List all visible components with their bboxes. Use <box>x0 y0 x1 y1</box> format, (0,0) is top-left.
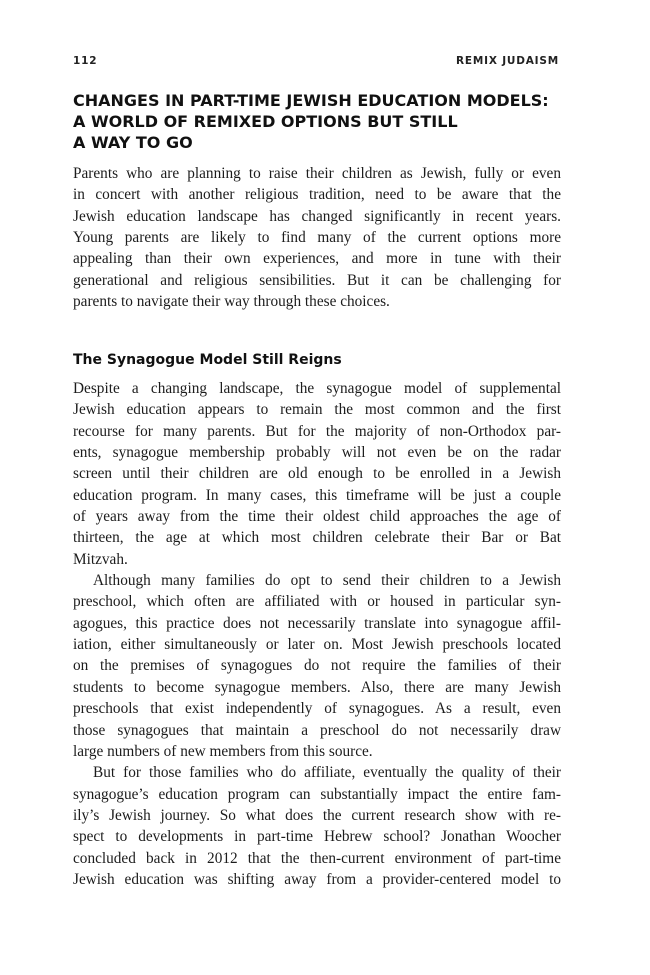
text-line: screen until their children are old enough to be enrolled in a Jewish <box>73 465 561 483</box>
section-heading: The Synagogue Model Still Reigns <box>73 352 342 368</box>
text-line: Young parents are likely to find many of the current options more <box>73 229 561 247</box>
text-line: iation, either simultaneously or later on. Most Jewish preschools located <box>73 636 561 654</box>
text-line: those synagogues that maintain a preschool do not necessarily draw <box>73 721 561 739</box>
chapter-heading-line: A WORLD OF REMIXED OPTIONS BUT STILL <box>73 112 458 131</box>
text-line: spect to developments in part-time Hebrew school? Jonathan Woocher <box>73 828 561 846</box>
text-line: generational and religious sensibilities. But it can be challenging for <box>73 271 561 289</box>
paragraph <box>73 378 561 570</box>
text-line: appealing than their own experiences, and more in tune with their <box>73 250 561 268</box>
text-line: preschool, which often are affiliated with or housed in particular syn- <box>73 593 561 611</box>
text-line: agogues, this practice does not necessarily translate into synagogue affil- <box>73 614 561 632</box>
text-line: Jewish education was shifting away from a provider-centered model to <box>73 870 561 888</box>
text-line: education program. In many cases, this timeframe will be just a couple <box>73 486 561 504</box>
text-line: Although many families do opt to send their children to a Jewish <box>93 572 561 590</box>
text-line: ents, synagogue membership probably will not even be on the radar <box>73 444 561 462</box>
text-line: of years away from the time their oldest child approaches the age of <box>73 508 561 526</box>
text-line: concluded back in 2012 that the then-current environment of part-time <box>73 849 561 867</box>
text-line: in concert with another religious tradition, need to be aware that the <box>73 186 561 204</box>
paragraph <box>73 570 561 762</box>
paragraph <box>73 762 561 890</box>
chapter-heading-line: CHANGES IN PART-TIME JEWISH EDUCATION MODELS: <box>73 91 549 110</box>
page-number: 112 <box>73 55 98 67</box>
running-head <box>73 55 559 69</box>
text-line: on the premises of synagogues do not require the families of their <box>73 657 561 675</box>
intro-paragraph <box>73 163 561 312</box>
text-line: Jewish education appears to remain the most common and the first <box>73 401 561 419</box>
text-line: recourse for many parents. But for the majority of non-Orthodox par- <box>73 422 561 440</box>
text-line: Parents who are planning to raise their children as Jewish, fully or even <box>73 165 561 182</box>
text-line: Mitzvah. <box>73 550 128 568</box>
text-line: Jewish education landscape has changed significantly in recent years. <box>73 207 561 225</box>
text-line: thirteen, the age at which most children celebrate their Bar or Bat <box>73 529 561 547</box>
text-line: ily’s Jewish journey. So what does the current research show with re- <box>73 806 561 824</box>
section-body <box>73 378 561 890</box>
chapter-heading-line: A WAY TO GO <box>73 133 193 152</box>
chapter-heading <box>73 90 573 153</box>
text-line: parents to navigate their way through these choices. <box>73 293 390 311</box>
text-line: large numbers of new members from this source. <box>73 742 373 760</box>
running-head-book-title: REMIX JUDAISM <box>456 55 559 67</box>
text-line: preschools that exist independently of synagogues. As a result, even <box>73 700 561 718</box>
text-line: synagogue’s education program can substantially impact the entire fam- <box>73 785 561 803</box>
text-line: But for those families who do affiliate, eventually the quality of their <box>93 764 561 782</box>
text-line: Despite a changing landscape, the synagogue model of supplemental <box>73 380 561 397</box>
text-line: students to become synagogue members. Also, there are many Jewish <box>73 678 561 696</box>
